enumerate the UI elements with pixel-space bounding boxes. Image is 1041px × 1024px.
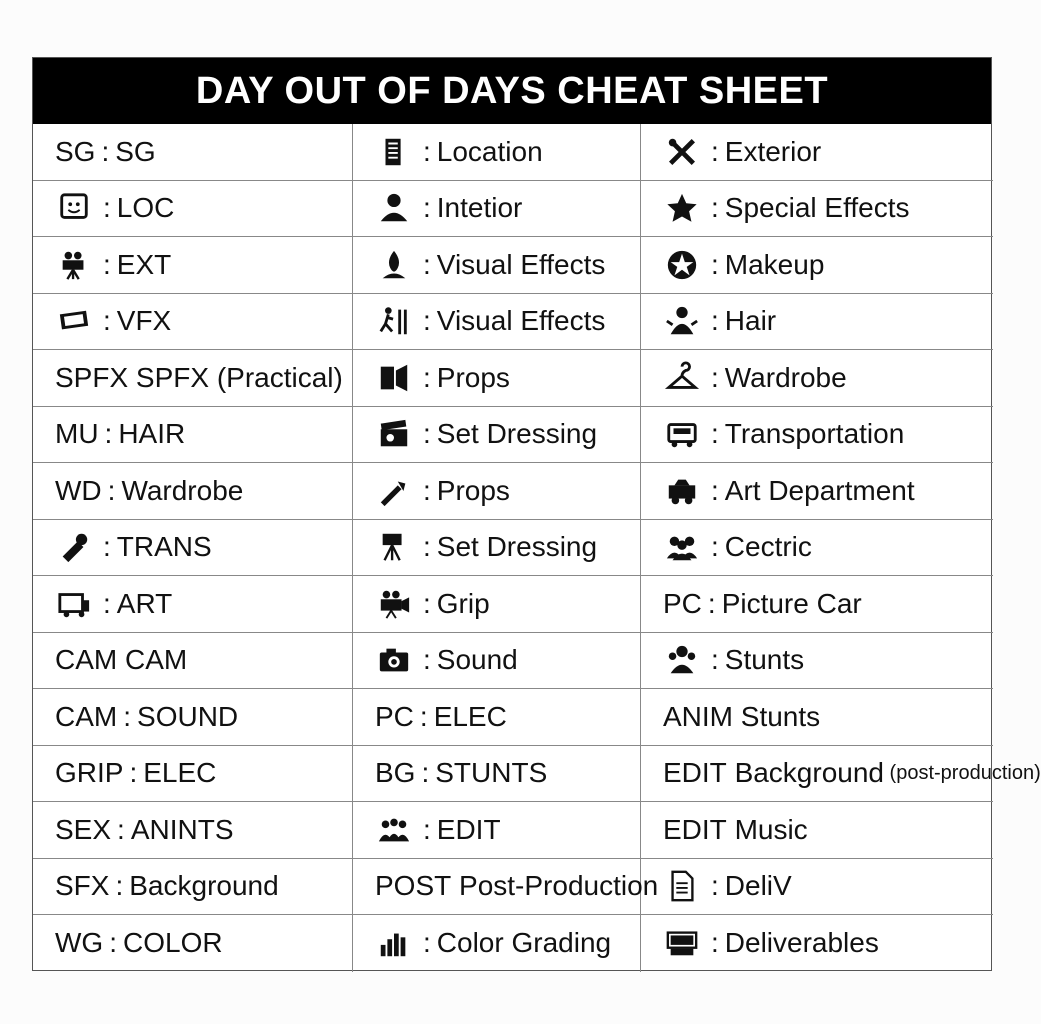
entry-label: SPFX (Practical) [135, 361, 343, 393]
legend-entry [353, 294, 641, 351]
legend-entry [353, 746, 641, 803]
legend-entry [353, 124, 641, 181]
legend-entry [641, 802, 993, 859]
legend-entry [353, 350, 641, 407]
entry-separator: : [421, 757, 430, 789]
running-figure-icon [375, 303, 413, 339]
entry-label: Cectric [724, 531, 812, 563]
entry-label: SG [115, 135, 156, 167]
entry-separator: : [423, 813, 431, 845]
entry-code: CAM [55, 700, 118, 732]
legend-entry [641, 576, 993, 633]
entry-separator: : [711, 305, 719, 337]
entry-label: EXT [116, 248, 172, 280]
entry-separator: : [423, 927, 431, 959]
legend-entry [641, 407, 993, 464]
entry-label: Visual Effects [436, 305, 606, 337]
entry-separator: : [711, 135, 719, 167]
entry-code: EDIT [663, 757, 727, 789]
entry-code: ANIM [663, 700, 733, 732]
entry-separator: : [107, 474, 116, 506]
truck-icon [55, 586, 93, 622]
entry-label: Exterior [724, 135, 822, 167]
entry-label: Wardrobe [724, 361, 847, 393]
entry-separator: : [103, 305, 111, 337]
entry-separator: : [423, 531, 431, 563]
building-icon [375, 134, 413, 170]
legend-entry [33, 633, 353, 690]
entry-code: SG [55, 135, 96, 167]
document-icon [663, 868, 701, 904]
entry-code: POST [375, 870, 452, 902]
makeup-icon [663, 247, 701, 283]
props-icon [375, 360, 413, 396]
entry-label: Visual Effects [436, 248, 606, 280]
entry-separator: : [711, 531, 719, 563]
legend-entry [641, 237, 993, 294]
entry-code: BG [375, 757, 416, 789]
entry-separator: : [103, 587, 111, 619]
entry-label: ELEC [433, 700, 507, 732]
legend-entry [33, 124, 353, 181]
entry-note: (post-production) [884, 761, 1041, 784]
flame-person-icon [375, 247, 413, 283]
legend-entry [33, 689, 353, 746]
legend-entry [353, 689, 641, 746]
legend-entry [641, 350, 993, 407]
entry-code: EDIT [663, 813, 727, 845]
people-icon [663, 642, 701, 678]
legend-entry [353, 407, 641, 464]
entry-label: Deliverables [724, 927, 879, 959]
entry-label: Makeup [724, 248, 825, 280]
legend-entry [641, 124, 993, 181]
entry-separator: : [711, 192, 719, 224]
legend-entry [353, 463, 641, 520]
legend-entry [353, 181, 641, 238]
legend-entry [641, 859, 993, 916]
cheat-sheet-table [32, 57, 1041, 971]
entry-separator: : [419, 700, 428, 732]
entry-label: Background [734, 757, 884, 789]
legend-entry [641, 463, 993, 520]
legend-entry [353, 520, 641, 577]
entry-label: Color Grading [436, 927, 612, 959]
entry-separator: : [123, 700, 132, 732]
page-title: DAY OUT OF DAYS CHEAT SHEET [195, 69, 829, 112]
entry-separator: : [711, 870, 719, 902]
entry-separator: : [103, 531, 111, 563]
legend-entry [33, 576, 353, 633]
person-icon [375, 190, 413, 226]
brush-icon [375, 473, 413, 509]
entry-label: VFX [116, 305, 172, 337]
entry-separator: : [423, 418, 431, 450]
entry-label: HAIR [118, 418, 186, 450]
entry-label: Location [436, 135, 543, 167]
legend-entry [353, 859, 659, 916]
entry-label: Props [436, 474, 510, 506]
entry-label: Music [734, 813, 808, 845]
legend-entry [33, 802, 353, 859]
entry-label: ELEC [143, 757, 217, 789]
entry-code: PC [663, 587, 702, 619]
entry-separator: : [423, 644, 431, 676]
crowd-icon [375, 812, 413, 848]
cheat-sheet-grid [33, 124, 1041, 972]
legend-entry [33, 237, 353, 294]
entry-label: Special Effects [724, 192, 910, 224]
entry-separator: : [117, 813, 125, 845]
entry-code: WG [55, 927, 104, 959]
legend-entry [353, 915, 641, 972]
legend-entry [641, 294, 993, 351]
entry-code: PC [375, 700, 414, 732]
entry-label: EDIT [436, 813, 501, 845]
entry-code: CAM [55, 644, 118, 676]
entry-label: Hair [724, 305, 777, 337]
post-badge-icon [663, 925, 701, 961]
legend-entry [33, 350, 353, 407]
entry-separator: : [423, 361, 431, 393]
entry-separator: : [423, 135, 431, 167]
entry-label: SOUND [137, 700, 239, 732]
entry-label: Set Dressing [436, 531, 598, 563]
legend-entry [33, 181, 353, 238]
entry-separator: : [711, 418, 719, 450]
entry-separator: : [104, 418, 113, 450]
entry-separator: : [711, 927, 719, 959]
entry-code: WD [55, 474, 102, 506]
camera-icon [375, 642, 413, 678]
star-icon [663, 190, 701, 226]
entry-label: Set Dressing [436, 418, 598, 450]
hanger-icon [663, 360, 701, 396]
entry-label: CAM [125, 644, 188, 676]
legend-entry [33, 915, 353, 972]
van-icon [663, 416, 701, 452]
camera-tripod-icon [55, 247, 93, 283]
entry-label: Grip [436, 587, 490, 619]
wrench-icon [55, 529, 93, 565]
vehicle-icon [663, 473, 701, 509]
entry-label: Art Department [724, 474, 915, 506]
entry-separator: : [423, 474, 431, 506]
camera-rig-icon [375, 529, 413, 565]
entry-code: MU [55, 418, 99, 450]
legend-entry [33, 746, 353, 803]
entry-label: STUNTS [435, 757, 548, 789]
tools-icon [663, 134, 701, 170]
entry-code: SEX [55, 813, 112, 845]
entry-separator: : [423, 587, 431, 619]
legend-entry [353, 576, 641, 633]
legend-entry [33, 520, 353, 577]
entry-separator: : [103, 248, 111, 280]
entry-code: GRIP [55, 757, 124, 789]
movie-camera-icon [375, 586, 413, 622]
title-bar [33, 58, 991, 124]
legend-entry [353, 802, 641, 859]
entry-separator: : [109, 927, 117, 959]
ticket-icon [55, 303, 93, 339]
entry-separator: : [101, 135, 110, 167]
entry-label: ART [116, 587, 173, 619]
entry-separator: : [423, 192, 431, 224]
entry-label: Transportation [724, 418, 905, 450]
group-icon [663, 529, 701, 565]
entry-separator: : [711, 248, 719, 280]
legend-entry [641, 633, 993, 690]
entry-label: DeliV [724, 870, 792, 902]
entry-separator: : [711, 474, 719, 506]
entry-separator: : [129, 757, 138, 789]
legend-entry [641, 520, 993, 577]
legend-entry [33, 859, 353, 916]
entry-label: Background [129, 870, 279, 902]
entry-label: ANINTS [130, 813, 234, 845]
entry-label: Props [436, 361, 510, 393]
entry-label: Picture Car [721, 587, 862, 619]
stylist-icon [663, 303, 701, 339]
clapperboard-icon [375, 416, 413, 452]
entry-separator: : [103, 192, 111, 224]
entry-label: Sound [436, 644, 518, 676]
entry-separator: : [711, 361, 719, 393]
entry-code: SFX [55, 870, 110, 902]
entry-separator: : [711, 644, 719, 676]
entry-separator: : [423, 248, 431, 280]
entry-separator: : [423, 305, 431, 337]
entry-label: TRANS [116, 531, 212, 563]
entry-label: Wardrobe [121, 474, 244, 506]
legend-entry [353, 633, 641, 690]
color-bars-icon [375, 925, 413, 961]
entry-label: Intetior [436, 192, 523, 224]
legend-entry [33, 294, 353, 351]
legend-entry [353, 237, 641, 294]
entry-label: COLOR [123, 927, 223, 959]
entry-label: Post-Production [459, 870, 659, 902]
monitor-icon [55, 190, 93, 226]
entry-separator: : [707, 587, 716, 619]
entry-separator: : [115, 870, 124, 902]
legend-entry [641, 181, 993, 238]
legend-entry [33, 407, 353, 464]
entry-label: Stunts [724, 644, 805, 676]
entry-label: LOC [116, 192, 175, 224]
legend-entry [33, 463, 353, 520]
entry-code: SPFX [55, 361, 129, 393]
legend-entry [641, 746, 1041, 803]
entry-label: Stunts [740, 700, 821, 732]
legend-entry [641, 915, 993, 972]
legend-entry [641, 689, 993, 746]
